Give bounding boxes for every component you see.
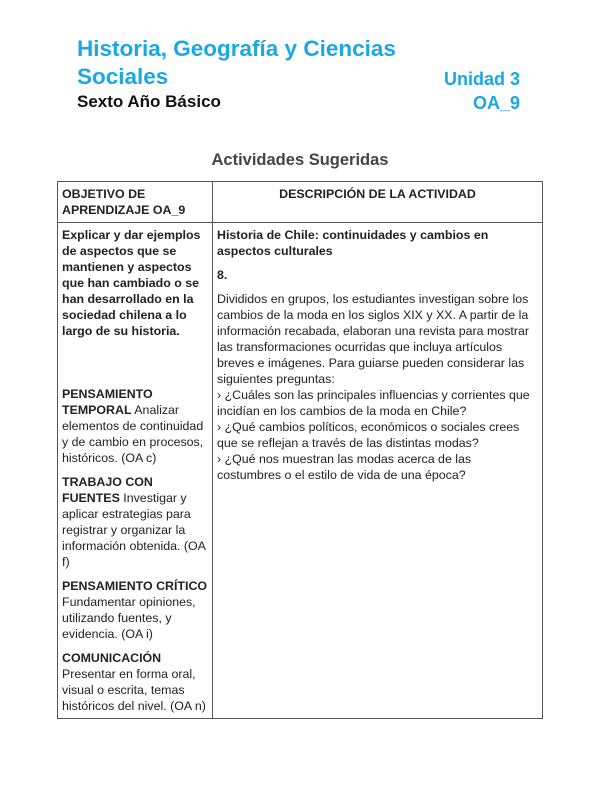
skill-title: PENSAMIENTO TEMPORAL	[62, 387, 153, 417]
activity-title: Historia de Chile: continuidades y cambios en aspectos culturales	[217, 228, 489, 258]
objective-cell	[58, 223, 213, 719]
activity-text: Divididos en grupos, los estudiantes investigan sobre los cambios de la moda en los siglos XIX y XX. A partir de la información recabada, elaboran una revista para mostrar las transformaciones ocurridas que incluya artículos breves e imágenes. Para guiarse pueden considerar las siguientes preguntas:	[217, 292, 529, 386]
skill-title: COMUNICACIÓN	[62, 651, 162, 665]
skill-item	[62, 386, 208, 466]
subject-title-line2: Sociales	[77, 64, 169, 89]
skill-title: TRABAJO CON FUENTES	[62, 475, 153, 505]
guiding-question: › ¿Cuáles son las principales influencias y corrientes que incidían en los cambios de la moda en Chile?	[217, 388, 530, 418]
skill-item	[62, 650, 208, 714]
objective-text: Explicar y dar ejemplos de aspectos que se mantienen y aspectos que han cambiado o se han desarrollado en la sociedad chilena a lo largo de su historia.	[62, 228, 201, 338]
subject-title-line1: Historia, Geografía y Ciencias	[77, 36, 396, 61]
guiding-question: › ¿Qué nos muestran las modas acerca de las costumbres o el estilo de vida de una época?	[217, 452, 472, 482]
skill-text: Investigar y aplicar estrategias para registrar y organizar la información obtenida. (OA f)	[62, 491, 206, 569]
activity-number: 8.	[217, 268, 228, 282]
objective-code: OA_9	[472, 93, 520, 113]
description-cell	[213, 223, 543, 719]
skill-title: PENSAMIENTO CRÍTICO	[62, 579, 208, 593]
table-body-row	[58, 223, 543, 719]
description-column-header: DESCRIPCIÓN DE LA ACTIVIDAD	[213, 182, 543, 223]
section-title: Actividades Sugeridas	[211, 151, 389, 169]
skill-item	[62, 578, 208, 642]
table-header-row	[58, 182, 543, 223]
unit-label: Unidad 3	[443, 69, 520, 89]
guiding-question: › ¿Qué cambios políticos, económicos o sociales crees que se reflejan a través de las distintas modas?	[217, 420, 520, 450]
skill-text: Analizar elementos de continuidad y de cambio en procesos, históricos. (OA c)	[62, 403, 204, 465]
grade-label: Sexto Año Básico	[77, 92, 221, 111]
skill-text: Fundamentar opiniones, utilizando fuentes, y evidencia. (OA i)	[62, 595, 196, 641]
document-header	[0, 0, 600, 120]
activities-table	[57, 181, 543, 719]
objective-column-header: OBJETIVO DE APRENDIZAJE OA_9	[58, 182, 213, 223]
skill-item	[62, 474, 208, 570]
skill-text: Presentar en forma oral, visual o escrita, temas históricos del nivel. (OA n)	[62, 667, 206, 713]
